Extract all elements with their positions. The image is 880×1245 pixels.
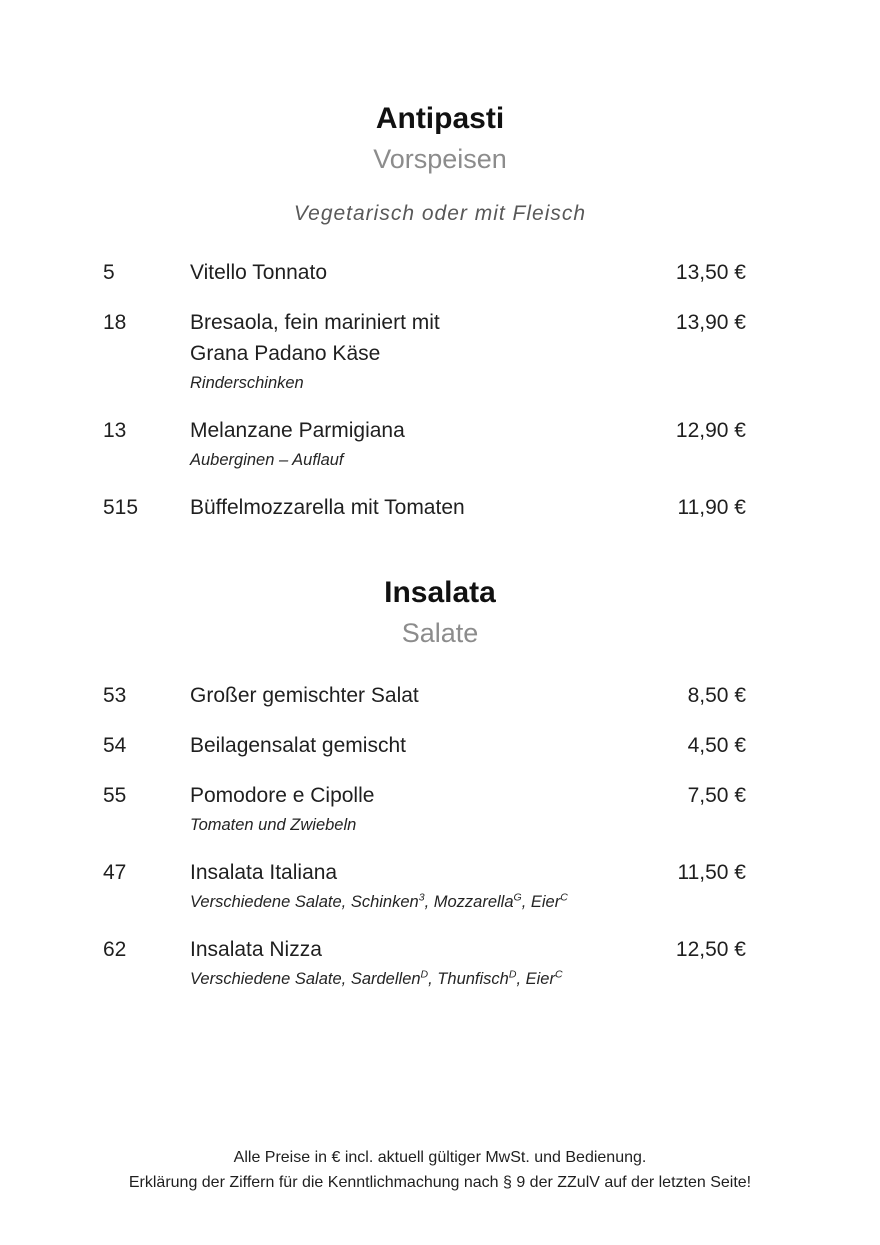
item-price: 12,90 € [675, 419, 746, 442]
menu-item [0, 934, 880, 992]
menu-item [0, 680, 880, 711]
item-description [190, 966, 634, 992]
item-name: Insalata Nizza [190, 938, 322, 961]
item-number: 55 [103, 784, 127, 807]
description-text: , Mozzarella [424, 893, 514, 911]
item-name: Beilagensalat gemischt [190, 734, 406, 757]
item-body [190, 730, 634, 761]
item-name: Pomodore e Cipolle [190, 784, 375, 807]
allergen-superscript: 3 [418, 891, 425, 904]
item-name: Insalata Italiana [190, 861, 338, 884]
item-name: Melanzane Parmigiana [190, 419, 405, 442]
item-number: 47 [103, 861, 127, 884]
menu-item [0, 257, 880, 288]
item-name: Großer gemischter Salat [190, 684, 419, 707]
allergen-superscript: D [508, 968, 517, 981]
item-number: 54 [103, 734, 127, 757]
item-name-line2: Grana Padano Käse [190, 342, 381, 365]
item-number: 515 [103, 496, 139, 519]
allergen-superscript: G [513, 891, 522, 904]
item-description [190, 889, 634, 915]
menu-item [0, 307, 880, 396]
footer-line-legend: Erklärung der Ziffern für die Kenntlichmachung nach § 9 der ZZulV auf der letzten Seite! [128, 1174, 752, 1191]
menu-footer [0, 1145, 880, 1195]
section-header-antipasti [0, 0, 880, 176]
item-price: 8,50 € [687, 684, 746, 707]
menu-item [0, 730, 880, 761]
section-note: Vegetarisch oder mit Fleisch [293, 202, 587, 225]
item-list-antipasti [0, 257, 880, 523]
item-price: 12,50 € [675, 938, 746, 961]
allergen-superscript: C [554, 968, 563, 981]
menu-item [0, 492, 880, 523]
item-number: 62 [103, 938, 127, 961]
item-price: 13,50 € [675, 261, 746, 284]
item-description: Tomaten und Zwiebeln [190, 816, 357, 834]
item-number: 18 [103, 311, 127, 334]
item-name: Büffelmozzarella mit Tomaten [190, 496, 465, 519]
item-body [190, 257, 634, 288]
allergen-superscript: C [560, 891, 568, 904]
item-number: 5 [103, 261, 115, 284]
section-title: Insalata [384, 576, 496, 609]
item-price: 11,50 € [677, 861, 746, 884]
menu-item [0, 415, 880, 473]
item-body [190, 780, 634, 838]
description-text: Verschiedene Salate, Sardellen [190, 970, 421, 988]
item-price: 7,50 € [687, 784, 746, 807]
item-body [190, 680, 634, 711]
item-body [190, 307, 634, 396]
section-subtitle: Salate [401, 618, 479, 648]
section-title: Antipasti [375, 102, 505, 135]
item-number: 53 [103, 684, 127, 707]
item-list-insalata [0, 680, 880, 992]
item-name: Bresaola, fein mariniert mit [190, 311, 440, 334]
item-price: 13,90 € [675, 311, 746, 334]
item-body [190, 415, 634, 473]
footer-line-prices: Alle Preise in € incl. aktuell gültiger MwSt. und Bedienung. [233, 1149, 647, 1166]
description-text: , Eier [521, 893, 561, 911]
allergen-superscript: D [420, 968, 429, 981]
description-text: , Eier [516, 970, 555, 988]
item-body [190, 492, 634, 523]
menu-item [0, 780, 880, 838]
item-price: 4,50 € [687, 734, 746, 757]
description-text: , Thunfisch [428, 970, 509, 988]
item-number: 13 [103, 419, 127, 442]
section-header-insalata [0, 542, 880, 650]
description-text: Verschiedene Salate, Schinken [190, 893, 419, 911]
item-body [190, 934, 634, 992]
item-name: Vitello Tonnato [190, 261, 328, 284]
menu-item [0, 857, 880, 915]
item-body [190, 857, 634, 915]
section-subtitle: Vorspeisen [373, 144, 507, 174]
item-description: Rinderschinken [190, 374, 304, 392]
item-price: 11,90 € [677, 496, 746, 519]
item-description: Auberginen – Auflauf [190, 451, 344, 469]
